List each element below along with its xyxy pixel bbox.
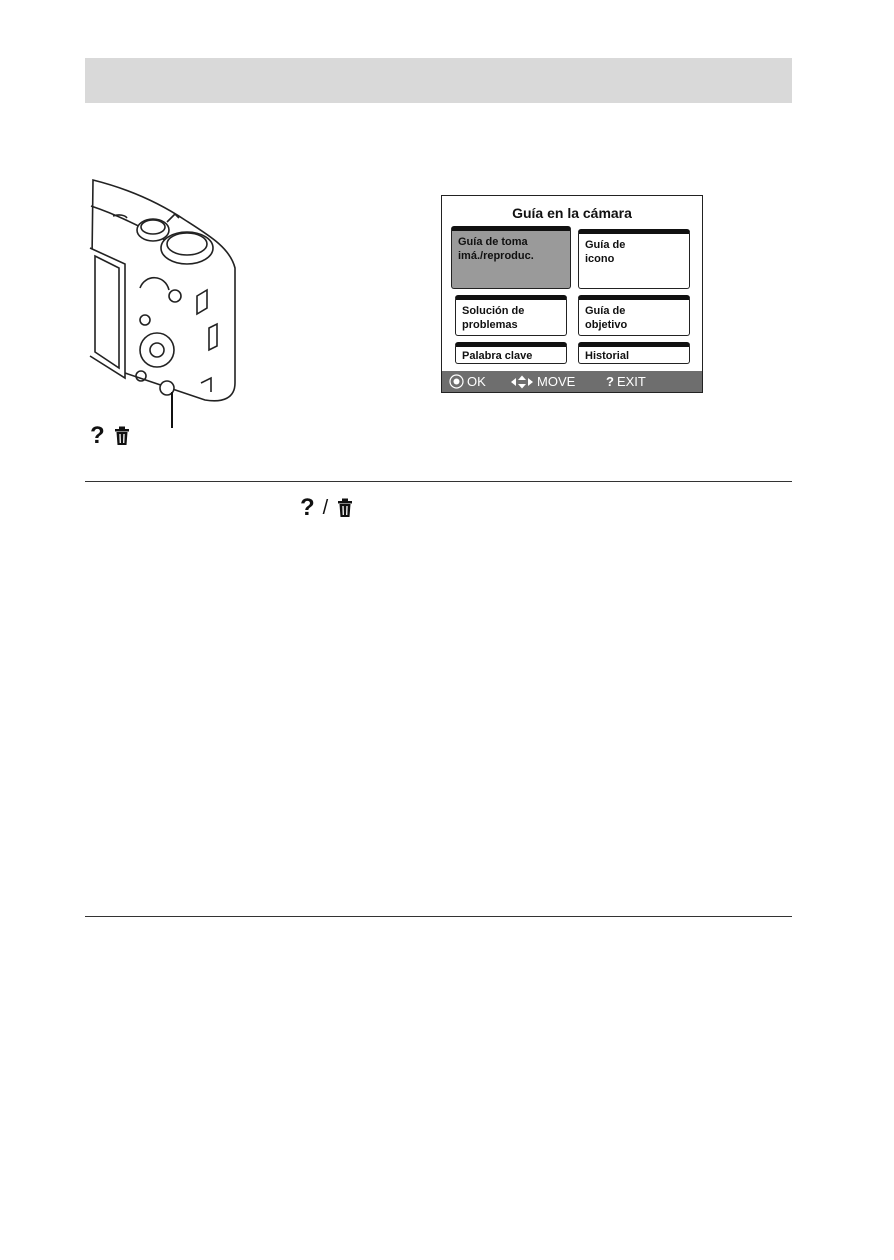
status-move: [510, 374, 575, 389]
divider-top: [85, 481, 792, 482]
screen-title: Guía en la cámara: [512, 205, 632, 221]
tile-label-line1: Guía de: [585, 239, 626, 251]
menu-tile-objective-guide[interactable]: [578, 295, 690, 336]
tile-label-line1: Solución de: [462, 305, 525, 317]
section-header-band: [85, 58, 792, 103]
question-icon: ?: [90, 422, 105, 449]
trash-icon: [336, 498, 354, 518]
status-move-label: MOVE: [537, 374, 576, 389]
tile-label-line1: Historial: [585, 350, 630, 362]
menu-tile-troubleshooting[interactable]: [455, 295, 567, 336]
status-bar: [442, 371, 702, 392]
tile-label-line1: Guía de toma: [458, 236, 528, 248]
question-icon: ?: [300, 494, 315, 521]
camera-illustration: [85, 178, 245, 458]
help-icon: ?: [606, 374, 614, 389]
status-exit-label: EXIT: [616, 374, 646, 389]
menu-tile-shooting-playback-guide[interactable]: [451, 226, 571, 289]
status-ok-label: OK: [467, 374, 486, 389]
tile-label-line2: problemas: [462, 319, 518, 331]
tile-label-line1: Guía de: [585, 305, 626, 317]
help-trash-label-inline: [300, 496, 354, 520]
tile-label-line2: objetivo: [585, 319, 628, 331]
menu-tile-icon-guide[interactable]: [578, 229, 690, 289]
tile-label-line2: imá./reproduc.: [458, 250, 534, 262]
menu-tile-keyword[interactable]: [455, 342, 567, 364]
control-wheel-icon: [449, 374, 464, 389]
tile-label-line1: Palabra clave: [462, 350, 533, 362]
arrows-icon: [510, 375, 534, 389]
menu-tile-history[interactable]: [578, 342, 690, 364]
trash-icon: [113, 426, 131, 446]
status-exit: [606, 374, 646, 389]
divider-bottom: [85, 916, 792, 917]
in-camera-guide-screen: [441, 195, 703, 393]
status-ok: [449, 374, 486, 389]
tile-label-line2: icono: [585, 253, 615, 265]
help-trash-label-top: [90, 424, 131, 448]
separator: /: [322, 497, 329, 519]
